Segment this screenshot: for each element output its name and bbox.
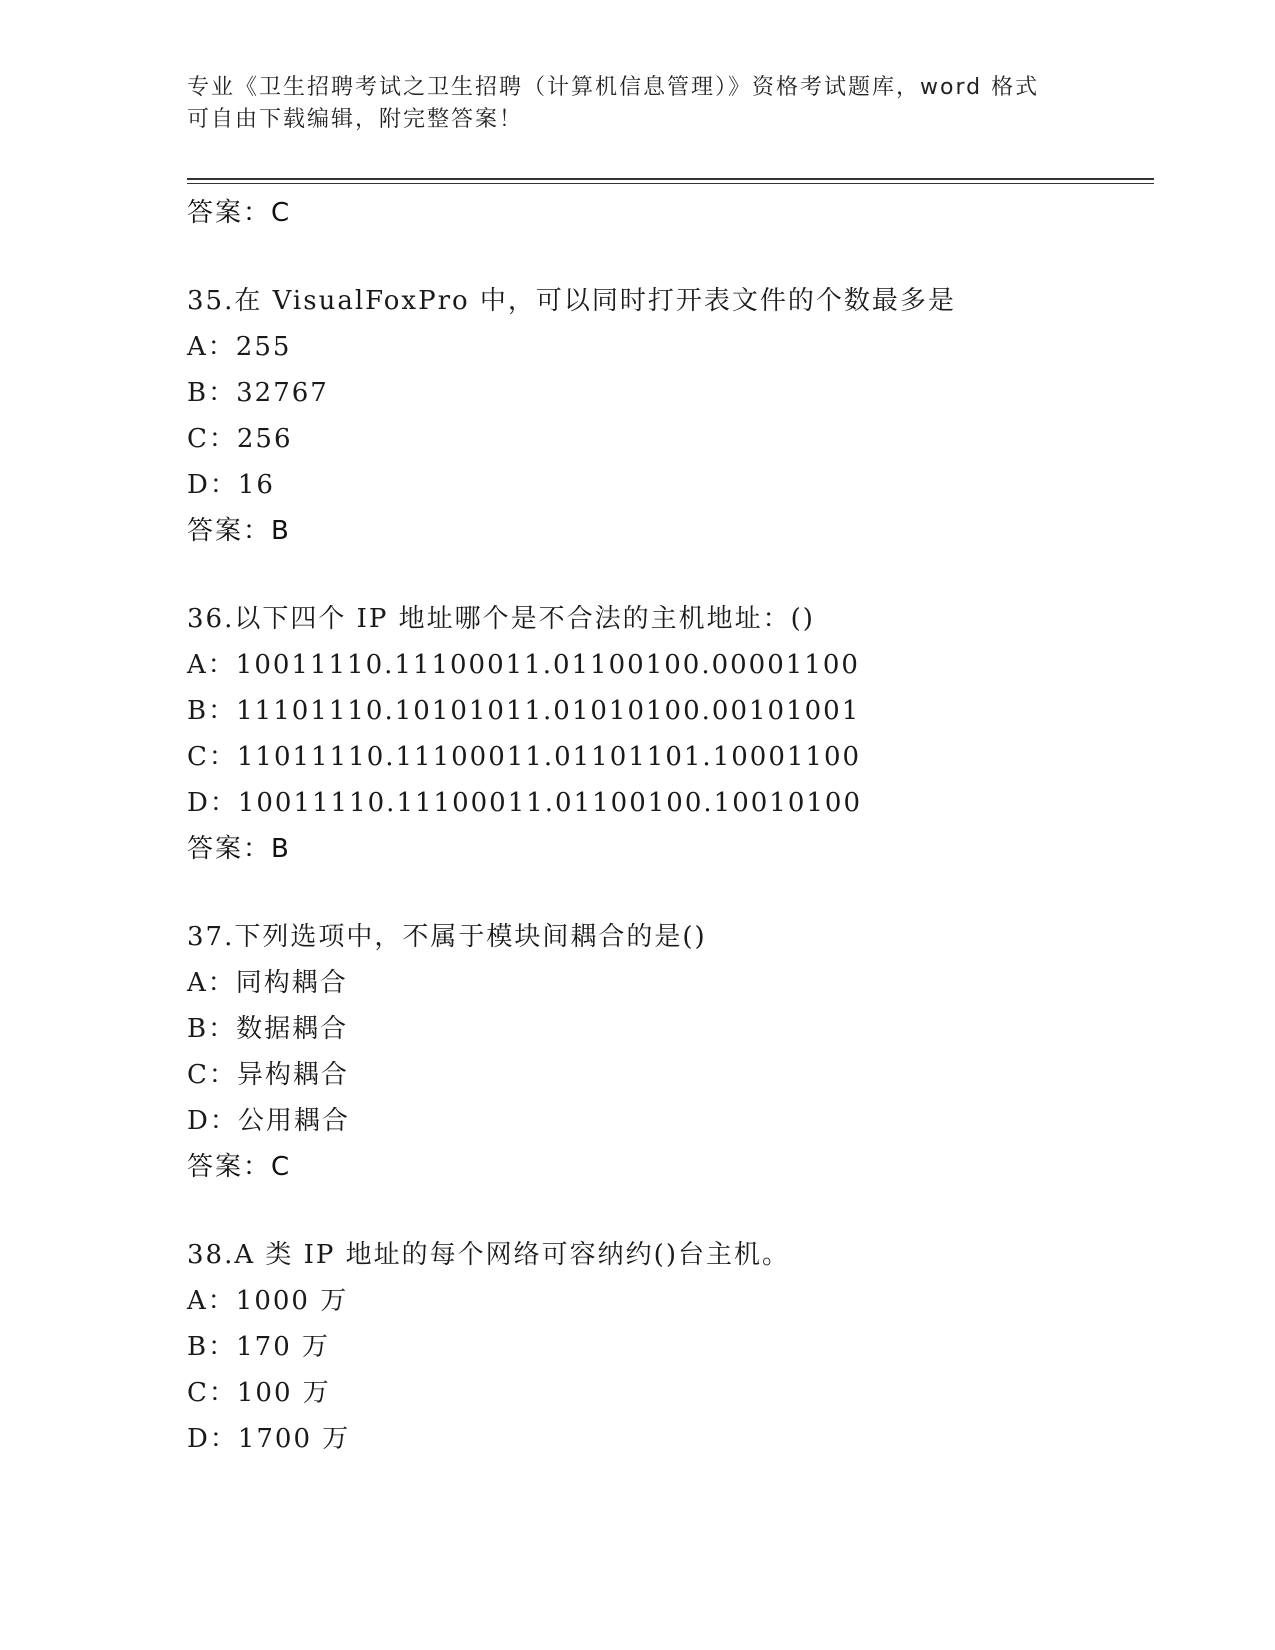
option-d: D：公用耦合 — [187, 1106, 350, 1136]
question-36 — [187, 596, 1147, 872]
header-divider-thin — [187, 183, 1154, 184]
option-a: A：255 — [187, 332, 292, 362]
question-title: 37.下列选项中，不属于模块间耦合的是() — [187, 922, 707, 952]
option-c: C：100 万 — [187, 1378, 331, 1408]
option-c: C：256 — [187, 424, 293, 454]
question-list — [187, 190, 1147, 1462]
question-title: 35.在 VisualFoxPro 中，可以同时打开表文件的个数最多是 — [187, 286, 956, 316]
option-a: A：10011110.11100011.01100100.00001100 — [187, 650, 860, 680]
option-a: A：同构耦合 — [187, 968, 348, 998]
option-b: B：32767 — [187, 378, 329, 408]
question-38 — [187, 1232, 1147, 1462]
question-35 — [187, 278, 1147, 554]
option-c: C：11011110.11100011.01101101.10001100 — [187, 742, 862, 772]
question-answer: 答案：B — [187, 834, 291, 864]
option-b: B：170 万 — [187, 1332, 330, 1362]
option-b: B：数据耦合 — [187, 1014, 349, 1044]
question-title: 36.以下四个 IP 地址哪个是不合法的主机地址：() — [187, 604, 815, 634]
document-header — [187, 72, 1087, 136]
question-answer: 答案：C — [187, 1152, 292, 1182]
option-d: D：1700 万 — [187, 1424, 351, 1454]
question-answer: 答案：B — [187, 516, 291, 546]
option-b: B：11101110.10101011.01010100.00101001 — [187, 696, 861, 726]
question-37 — [187, 914, 1147, 1190]
header-line-2: 可自由下载编辑，附完整答案！ — [187, 107, 524, 132]
option-a: A：1000 万 — [187, 1286, 349, 1316]
question-title: 38.A 类 IP 地址的每个网络可容纳约()台主机。 — [187, 1240, 790, 1270]
option-d: D：16 — [187, 470, 275, 500]
header-divider-thick — [187, 178, 1154, 180]
previous-answer: 答案：C — [187, 198, 292, 228]
option-d: D：10011110.11100011.01100100.10010100 — [187, 788, 862, 818]
header-line-1: 专业《卫生招聘考试之卫生招聘（计算机信息管理）》资格考试题库，word 格式 — [187, 75, 1040, 100]
option-c: C：异构耦合 — [187, 1060, 349, 1090]
